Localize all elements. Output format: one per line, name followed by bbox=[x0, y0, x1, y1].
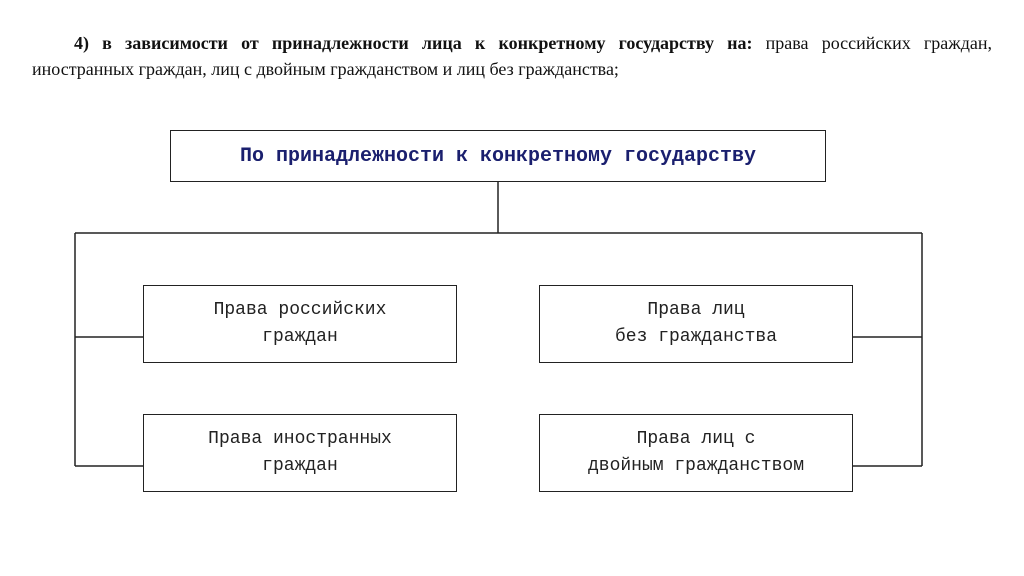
box-stateless-persons: Права лиц без гражданства bbox=[539, 285, 853, 363]
paragraph-bold-lead: 4) в зависимости от принадлежности лица к конкретному государству на: bbox=[74, 33, 753, 53]
box-foreign-citizens: Права иностранных граждан bbox=[143, 414, 457, 492]
root-box: По принадлежности к конкретному государству bbox=[170, 130, 826, 182]
paragraph-rest: права российских граждан, иностранных граждан, лиц с двойным гражданством и лиц без гражданства; bbox=[32, 33, 992, 79]
box-dual-citizenship: Права лиц с двойным гражданством bbox=[539, 414, 853, 492]
box-russian-citizens: Права российских граждан bbox=[143, 285, 457, 363]
